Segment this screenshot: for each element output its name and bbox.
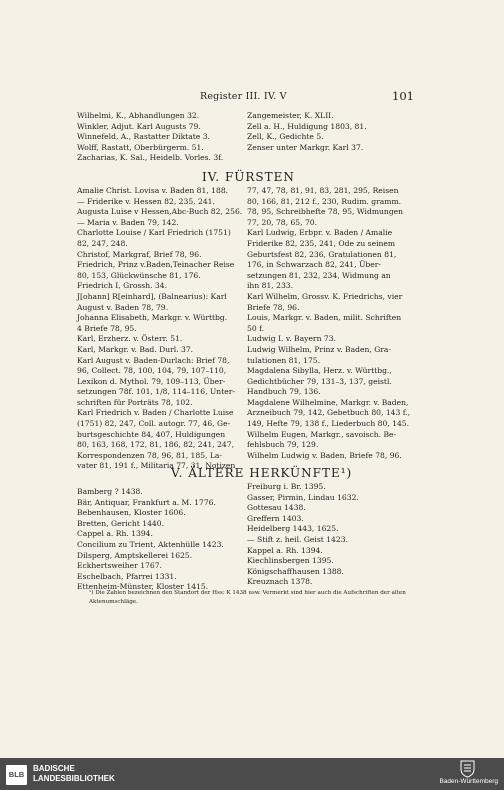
index-entry: 176, in Schwarzach 82, 241, Über- — [247, 260, 381, 270]
index-entry: Karl Wilhelm, Grossv. K. Friedrichs, vier — [247, 291, 403, 301]
section3-right-column — [247, 111, 367, 153]
section-title-herkuenfte: V. ÄLTERE HERKÜNFTE¹) — [171, 466, 353, 480]
index-entry: Zacharias, K. Sal., Heidelb. Vorles. 3f. — [77, 153, 224, 163]
index-entry: 80, 163, 168, 172, 81, 186, 82, 241, 247, — [77, 440, 234, 450]
index-entry: 78, 95, Schreibhefte 78, 95, Widmungen — [247, 207, 404, 217]
index-entry: Gedichtbücher 79, 131–3, 137, geistl. — [247, 376, 392, 386]
index-entry: 149, Hefte 79, 138 f., Liederbuch 80, 145. — [247, 419, 410, 429]
section4-right-column — [247, 186, 410, 461]
coat-of-arms-icon — [460, 760, 475, 778]
page-number: 101 — [392, 89, 414, 103]
index-entry: Ludwig I. v. Bayern 73. — [247, 334, 336, 344]
index-entry: J[ohann] R[einhard], (Balnearius): Karl — [77, 291, 227, 301]
index-entry: 77, 47, 78, 81, 91, 83, 281, 295, Reisen — [247, 186, 399, 195]
index-entry: Karl, Markgr. v. Bad. Durl. 37. — [77, 344, 194, 354]
index-entry: Friedrich, Prinz v.Baden,Teinacher Reise — [77, 260, 235, 270]
blb-logo[interactable]: BLB — [6, 765, 27, 785]
index-entry: — Friderike v. Hessen 82, 235, 241. — [77, 196, 215, 206]
index-entry: Heidelberg 1443, 1625. — [247, 524, 339, 534]
index-entry: Eschelbach, Pfarrei 1331. — [77, 571, 177, 581]
index-entry: Ettenheim-Münster, Kloster 1415. — [77, 582, 209, 592]
index-entry: Zangemeister, K. XLII. — [247, 111, 334, 120]
footnote: ¹) Die Zahlen bezeichnen den Standort der Hss: K 1438 usw. Vermerkt sind hier auch die Aufschriften der alten Aktenumschläge. — [89, 590, 406, 605]
index-entry: Karl August v. Baden-Durlach: Brief 78, — [77, 355, 230, 365]
index-entry: tulationen 81, 175. — [247, 355, 321, 365]
index-entry: Zell a. H., Huldigung 1803, 81. — [247, 121, 367, 131]
index-entry: Gottesau 1438. — [247, 503, 306, 513]
index-entry: burtsgeschichte 84, 407, Huldigungen — [77, 429, 226, 439]
index-entry: Magdalena Sibylla, Herz. v. Württbg., — [247, 366, 392, 376]
index-entry: Friedrich I, Grossh. 34. — [77, 281, 167, 291]
index-entry: Kappel a. Rh. 1394. — [247, 545, 323, 555]
index-entry: Winnefeld, A., Rastatter Diktate 3. — [77, 132, 210, 142]
section-title-fuersten: IV. FÜRSTEN — [202, 170, 295, 184]
index-entry: Ludwig Wilhelm, Prinz v. Baden, Gra- — [247, 344, 392, 354]
index-entry: 80, 166, 81, 212 f., 230, Rudim. gramm. — [247, 196, 402, 206]
index-entry: 82, 247, 248. — [77, 238, 128, 248]
index-entry: Christof, Markgraf, Brief 78, 96. — [77, 249, 202, 259]
index-entry: Augusta Luise v Hessen,Abc-Buch 82, 256. — [77, 207, 243, 217]
index-entry: Concilium zu Trient, Aktenhülle 1423. — [77, 539, 224, 549]
index-entry: Dilsperg, Amptskellerei 1625. — [77, 550, 193, 560]
index-entry: Zell, K., Gedichte 5. — [247, 132, 324, 142]
index-entry: Greffern 1403. — [247, 513, 304, 523]
index-entry: Gasser, Pirmin, Lindau 1632. — [247, 492, 359, 502]
index-entry: Wilhelmi, K., Abhandlungen 32. — [77, 111, 200, 120]
index-entry: Königschaffhausen 1388. — [247, 566, 344, 576]
index-entry: Korrespondenzen 78, 96, 81, 185, La- — [77, 450, 222, 460]
index-entry: Johanna Elisabeth, Markgr. v. Württbg. — [77, 313, 228, 323]
library-name-line1: BADISCHE — [33, 764, 75, 773]
section5-left-column — [77, 487, 224, 593]
index-entry: fehlsbuch 79, 129. — [247, 440, 319, 450]
index-entry: Bamberg ? 1438. — [77, 487, 143, 496]
index-entry: Wolff, Rastatt, Oberbürgerm. 51. — [77, 142, 204, 152]
index-entry: Wilhelm Ludwig v. Baden, Briefe 78, 96. — [247, 450, 402, 460]
index-entry: 80, 153, Glückwünsche 81, 176. — [77, 270, 201, 280]
index-entry: 96, Collect. 78, 100, 104, 79, 107–110, — [77, 366, 227, 376]
index-entry: Briefe 78, 96. — [247, 302, 300, 312]
section4-left-column — [77, 186, 242, 472]
index-entry: Kiechlinsbergen 1395. — [247, 556, 334, 566]
state-name: Baden-Württemberg — [439, 778, 498, 785]
index-entry: Bebenhausen, Kloster 1606. — [77, 508, 186, 518]
index-entry: Karl Friedrich v. Baden / Charlotte Luise — [77, 408, 234, 418]
index-entry: Louis, Markgr. v. Baden, milit. Schriften — [247, 313, 402, 323]
index-entry: setzungen 81, 232, 234, Widmung an — [247, 270, 391, 280]
index-entry: Cappel a. Rh. 1394. — [77, 529, 153, 539]
section3-left-column — [77, 111, 223, 164]
index-entry: (1751) 82, 247, Coll. autogr. 77, 46, Ge- — [77, 419, 231, 429]
index-entry: Friderike 82, 235, 241, Ode zu seinem — [247, 238, 396, 248]
index-entry: 50 f. — [247, 323, 265, 333]
index-entry: Bär, Antiquar, Frankfurt a. M. 1776. — [77, 497, 216, 507]
index-entry: August v. Baden 78, 79. — [77, 302, 169, 312]
index-entry: — Maria v. Baden 79, 142. — [77, 217, 179, 227]
index-entry: 77, 20, 78, 65, 70. — [247, 217, 318, 227]
index-entry: vater 81, 191 f., Militaria 77, 31, Notizen — [77, 461, 236, 471]
index-entry: Wilhelm Eugen, Markgr., savoisch. Be- — [247, 429, 397, 439]
index-entry: Winkler, Adjut. Karl Augusts 79. — [77, 121, 201, 131]
index-entry: Lexikon d. Mythol. 79, 109–113, Über- — [77, 376, 226, 386]
index-entry: Kreuznach 1378. — [247, 577, 313, 587]
index-entry: Amalie Christ. Lovisa v. Baden 81, 188. — [77, 186, 229, 195]
index-entry: ihn 81, 233. — [247, 281, 294, 291]
index-entry: Bretten, Gericht 1440. — [77, 518, 164, 528]
index-entry: Eckhertsweiher 1767. — [77, 561, 162, 571]
index-entry: Karl Ludwig, Erbpr. v. Baden / Amalie — [247, 228, 393, 238]
index-entry: Handbuch 79, 136. — [247, 387, 321, 397]
index-entry: Geburtsfest 82, 236, Gratulationen 81, — [247, 249, 397, 259]
index-entry: 4 Briefe 78, 95. — [77, 323, 137, 333]
library-name — [33, 764, 115, 784]
index-entry: Freiburg i. Br. 1395. — [247, 482, 326, 491]
library-name-line2: LANDESBIBLIOTHEK — [33, 774, 115, 783]
index-entry: Arzneibuch 79, 142, Gebetbuch 80, 143 f., — [247, 408, 411, 418]
index-entry: Karl, Erzherz. v. Österr. 51. — [77, 334, 183, 344]
running-head: Register III. IV. V — [200, 91, 287, 102]
index-entry: schriften für Porträts 78, 102. — [77, 397, 193, 407]
index-entry: Magdalene Wilhelmine, Markgr. v. Baden, — [247, 397, 409, 407]
index-entry: setzungen 78f. 101, 1/8, 114–116, Unter- — [77, 387, 235, 397]
index-entry: Zenser unter Markgr. Karl 37. — [247, 142, 364, 152]
index-entry: — Stift z. heil. Geist 1423. — [247, 534, 348, 544]
section5-right-column — [247, 482, 359, 588]
index-entry: Charlotte Louise / Karl Friedrich (1751) — [77, 228, 231, 238]
